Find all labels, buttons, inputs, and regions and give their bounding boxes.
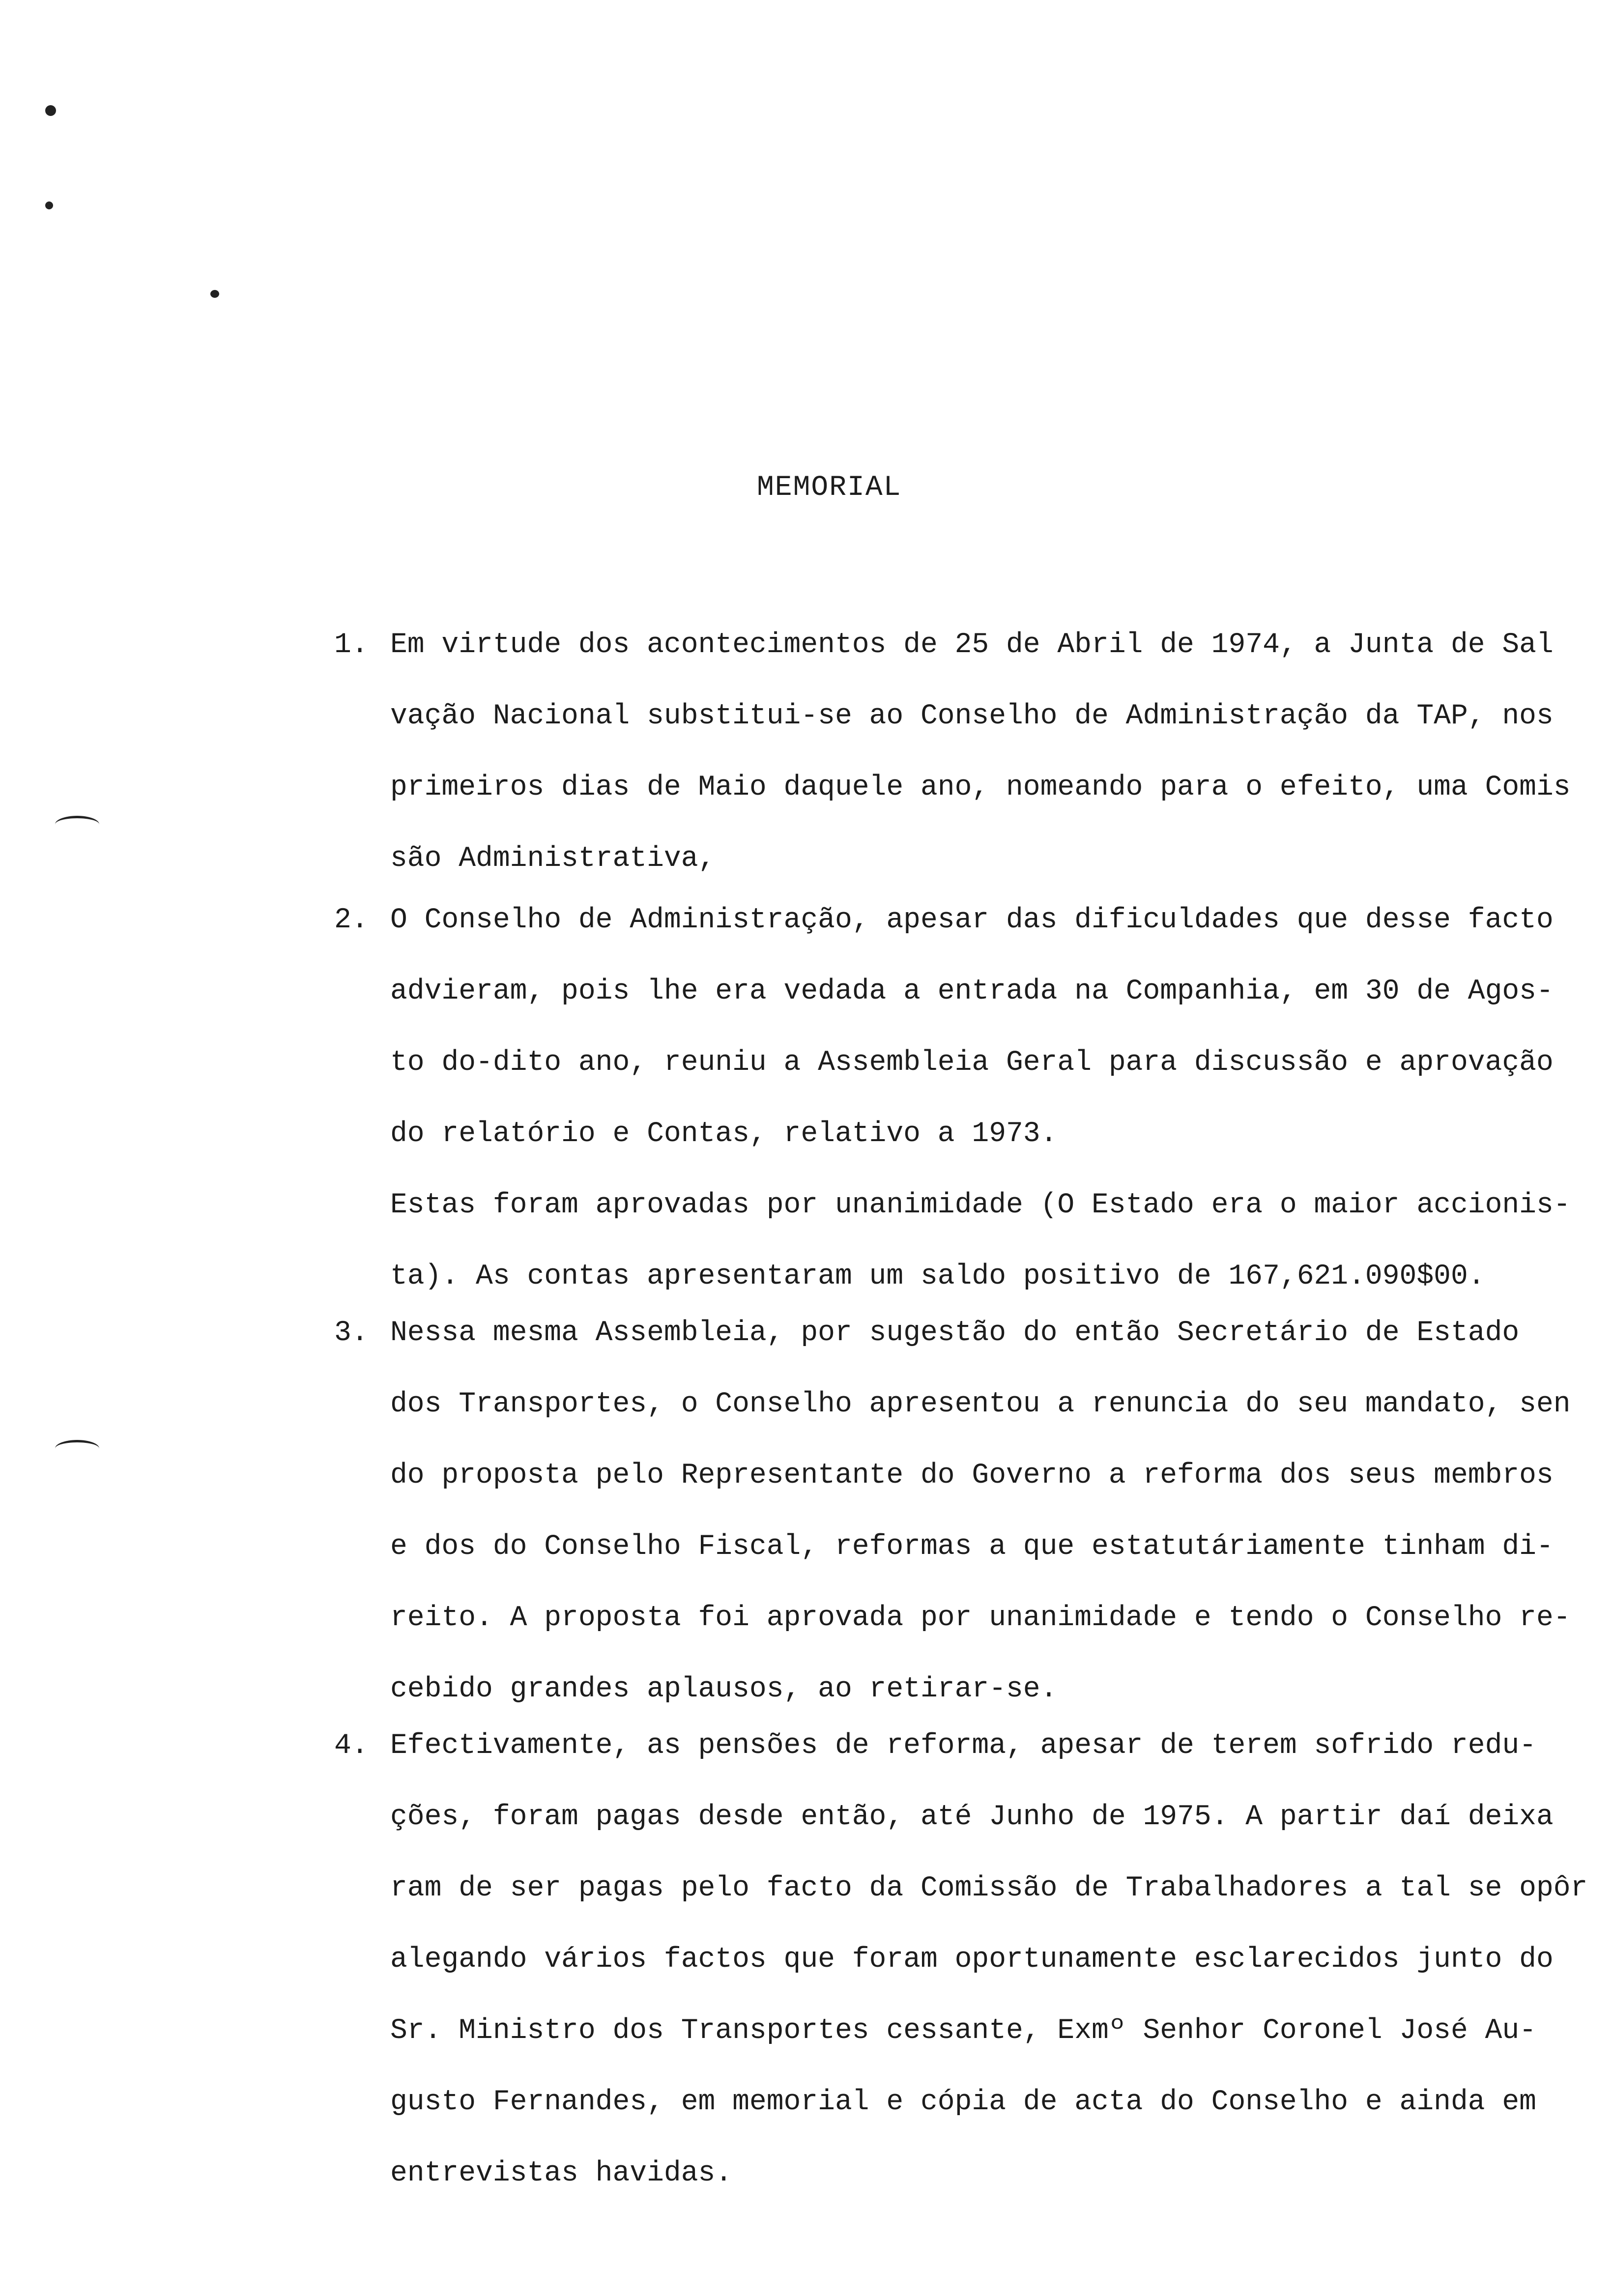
text-line: do proposta pelo Representante do Governo a reforma dos seus membros — [390, 1460, 1554, 1492]
text-line: ções, foram pagas desde então, até Junho de 1975. A partir daí deixa — [390, 1801, 1554, 1833]
text-line: ta). As contas apresentaram um saldo positivo de 167,621.090$00. — [390, 1261, 1485, 1292]
item-text — [390, 1710, 1589, 2209]
text-line: do relatório e Contas, relativo a 1973. — [390, 1118, 1058, 1150]
text-line: Em virtude dos acontecimentos de 25 de Abril de 1974, a Junta de Sal — [390, 629, 1554, 661]
text-line: primeiros dias de Maio daquele ano, nomeando para o efeito, uma Comis — [390, 772, 1571, 804]
text-line: vação Nacional substitui-se ao Conselho de Administração da TAP, nos — [390, 700, 1554, 732]
scan-speck — [45, 105, 56, 116]
text-line: O Conselho de Administração, apesar das dificuldades que desse facto — [390, 904, 1554, 936]
text-line: advieram, pois lhe era vedada a entrada na Companhia, em 30 de Agos- — [390, 976, 1554, 1007]
scan-mark — [55, 1440, 99, 1457]
text-line: cebido grandes aplausos, ao retirar-se. — [390, 1673, 1058, 1705]
text-line: dos Transportes, o Conselho apresentou a renuncia do seu mandato, sen — [390, 1388, 1571, 1420]
text-line: entrevistas havidas. — [390, 2157, 733, 2189]
text-line: alegando vários factos que foram oportunamente esclarecidos junto do — [390, 1944, 1554, 1976]
text-line: to do-dito ano, reuniu a Assembleia Geral para discussão e aprovação — [390, 1047, 1554, 1079]
text-line: gusto Fernandes, em memorial e cópia de acta do Conselho e ainda em — [390, 2086, 1536, 2118]
document-title: MEMORIAL — [757, 472, 902, 504]
item-number: 1. — [334, 629, 369, 661]
scan-mark — [55, 816, 99, 833]
text-line: Sr. Ministro dos Transportes cessante, Exmº Senhor Coronel José Au- — [390, 2015, 1536, 2047]
text-line: Nessa mesma Assembleia, por sugestão do então Secretário de Estado — [390, 1317, 1520, 1349]
text-line: são Administrativa, — [390, 843, 716, 875]
scan-speck — [45, 201, 53, 209]
item-number: 3. — [334, 1317, 369, 1349]
item-text — [390, 885, 1589, 1312]
item-text — [390, 609, 1589, 894]
text-line: Estas foram aprovadas por unanimidade (O Estado era o maior accionis- — [390, 1189, 1571, 1221]
text-line: reito. A proposta foi aprovada por unanimidade e tendo o Conselho re- — [390, 1602, 1571, 1634]
text-line: ram de ser pagas pelo facto da Comissão de Trabalhadores a tal se opôr — [390, 1872, 1588, 1904]
item-number: 4. — [334, 1730, 369, 1762]
item-text — [390, 1297, 1589, 1725]
text-line: Efectivamente, as pensões de reforma, apesar de terem sofrido redu- — [390, 1730, 1536, 1762]
scan-speck — [210, 290, 219, 298]
text-line: e dos do Conselho Fiscal, reformas a que estatutáriamente tinham di- — [390, 1531, 1554, 1563]
item-number: 2. — [334, 904, 369, 936]
